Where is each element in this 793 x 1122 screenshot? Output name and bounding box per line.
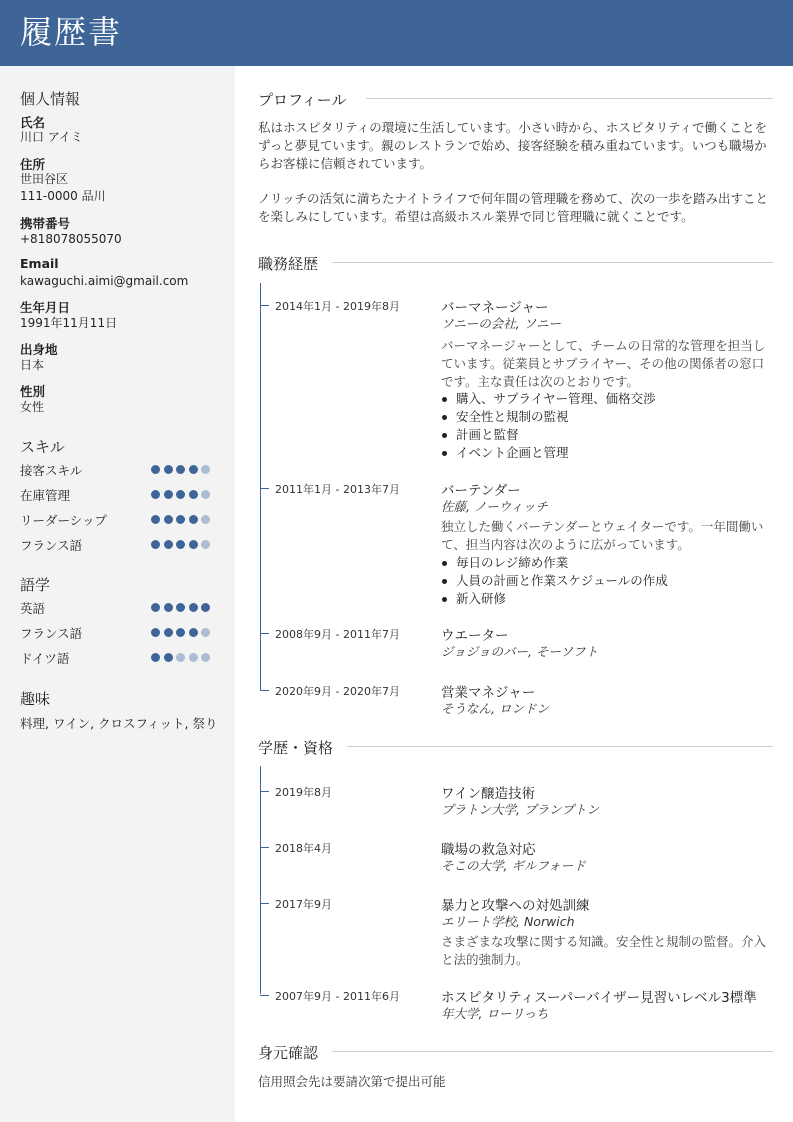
list-item: 購入、サプライヤー管理、価格交渉 [441,390,656,408]
rating-dot [176,515,185,524]
language-row [20,649,220,667]
education-organization: プラトン大学, プランプトン [441,802,599,817]
job-title: バーテンダー [441,483,521,499]
education-date: 2019年8月 [275,786,332,799]
job-date: 2008年9月 - 2011年7月 [275,628,400,641]
education-date: 2017年9月 [275,898,332,911]
education-organization: エリート学校, Norwich [441,914,575,929]
rating-dot [176,603,185,612]
list-item: 新入研修 [441,590,668,608]
experience-heading: 職務経歴 [258,255,319,273]
skill-rating [151,465,214,475]
job-description: 独立した働くバーテンダーとウェイターです。一年間働いて、担当内容は次のように広がっています。 [441,519,764,552]
gender-value: 女性 [20,400,45,414]
name-value: 川口 アイミ [20,130,83,144]
education-tick [260,791,269,792]
references-text: 信用照会先は要請次第で提出可能 [258,1074,446,1089]
rating-dot [151,465,160,474]
rating-dot [189,540,198,549]
language-name: ドイツ語 [20,651,70,666]
skill-name: 接客スキル [20,463,83,478]
job-tick [260,488,269,489]
phone-value: +818078055070 [20,232,122,246]
list-item: 毎日のレジ締め作業 [441,554,668,572]
rating-dot [189,490,198,499]
address-label: 住所 [20,157,46,172]
rating-dot [176,628,185,637]
job-organization: ジョジョのバー, そーソフト [441,644,598,659]
education-organization: 年大学, ローリっち [441,1006,549,1021]
job-tick [260,690,269,691]
birthdate-label: 生年月日 [20,300,71,315]
birthdate-value: 1991年11月11日 [20,316,118,330]
rating-dot [189,653,198,662]
references-heading: 身元確認 [258,1044,319,1062]
job-tick [260,305,269,306]
job-title: ウエーター [441,628,509,644]
address-line2: 111-0000 品川 [20,189,106,203]
education-rule [347,746,773,747]
skill-name: リーダーシップ [20,513,108,528]
job-date: 2011年1月 - 2013年7月 [275,483,400,496]
rating-dot [164,465,173,474]
list-item: 安全性と規制の監視 [441,408,656,426]
experience-rule [332,262,773,263]
rating-dot [151,653,160,662]
job-tick [260,633,269,634]
rating-dot [151,490,160,499]
skill-name: 在庫管理 [20,488,71,503]
rating-dot [151,540,160,549]
education-title: ワイン醸造技術 [441,786,536,802]
skill-rating [151,540,214,550]
list-item: 計画と監督 [441,426,656,444]
rating-dot [201,628,210,637]
rating-dot [176,465,185,474]
education-tick [260,995,269,996]
hobbies-text: 料理, ワイン, クロスフィット, 祭り [20,716,218,731]
email-value: kawaguchi.aimi@gmail.com [20,274,189,288]
job-bullet-list [441,390,656,462]
address-line1: 世田谷区 [20,172,69,186]
rating-dot [151,603,160,612]
rating-dot [176,653,185,662]
job-title: 営業マネジャー [441,685,536,701]
job-description: バーマネージャーとして、チームの日常的な管理を担当しています。従業員とサプライヤー、その他の関係者の窓口です。主な責任は次のとおりです。 [441,338,766,389]
rating-dot [201,515,210,524]
list-item: 人員の計画と作業スケジュールの作成 [441,572,668,590]
rating-dot [151,515,160,524]
name-label: 氏名 [20,115,46,130]
skill-row [20,536,220,554]
language-row [20,624,220,642]
personal-info-heading: 個人情報 [20,90,81,108]
resume-title: 履歴書 [20,13,123,51]
job-date: 2020年9月 - 2020年7月 [275,685,400,698]
rating-dot [201,490,210,499]
list-item: イベント企画と管理 [441,444,656,462]
experience-timeline [260,283,261,690]
origin-value: 日本 [20,358,45,372]
education-timeline [260,766,261,994]
rating-dot [164,603,173,612]
rating-dot [189,628,198,637]
rating-dot [164,540,173,549]
rating-dot [189,515,198,524]
rating-dot [189,465,198,474]
gender-label: 性別 [20,384,46,399]
skill-row [20,511,220,529]
education-title: ホスピタリティスーパーバイザー見習いレベル3標準 [441,990,757,1006]
job-title: バーマネージャー [441,300,549,316]
education-description: さまざまな攻撃に関する知識。安全性と規制の監督。介入と法的強制力。 [441,934,767,967]
rating-dot [164,490,173,499]
education-tick [260,847,269,848]
rating-dot [164,515,173,524]
rating-dot [176,490,185,499]
education-title: 暴力と攻撃への対処訓練 [441,898,590,914]
education-heading: 学歴・資格 [258,739,334,757]
rating-dot [164,628,173,637]
skill-row [20,486,220,504]
education-date: 2007年9月 - 2011年6月 [275,990,400,1003]
rating-dot [151,628,160,637]
phone-label: 携帯番号 [20,216,71,231]
resume-header [0,0,793,66]
origin-label: 出身地 [20,342,58,357]
skill-rating [151,490,214,500]
skill-row [20,461,220,479]
rating-dot [164,653,173,662]
references-rule [332,1051,773,1052]
education-organization: そこの大学, ギルフォード [441,858,586,873]
language-rating [151,628,214,638]
job-organization: そうなん, ロンドン [441,701,549,716]
education-title: 職場の救急対応 [441,842,536,858]
education-date: 2018年4月 [275,842,332,855]
rating-dot [176,540,185,549]
language-rating [151,653,214,663]
languages-heading: 語学 [20,576,51,594]
email-label: Email [20,256,59,271]
rating-dot [201,603,210,612]
education-tick [260,903,269,904]
profile-heading: プロフィール [258,91,347,109]
job-date: 2014年1月 - 2019年8月 [275,300,400,313]
rating-dot [201,653,210,662]
language-rating [151,603,214,613]
skill-rating [151,515,214,525]
job-organization: ソニーの会社, ソニー [441,316,561,331]
rating-dot [201,540,210,549]
profile-paragraph-1: 私はホスピタリティの環境に生活しています。小さい時から、ホスピタリティで働くことをずっと夢見ています。親のレストランで始め、接客経験を積み重ねています。いつも職場からお客様に信頼されています。 [258,120,768,171]
rating-dot [189,603,198,612]
profile-rule [366,98,773,99]
hobbies-heading: 趣味 [20,690,51,708]
job-organization: 佐藤, ノーウィッチ [441,499,548,514]
skills-heading: スキル [20,438,65,456]
job-bullet-list [441,554,668,608]
skill-name: フランス語 [20,538,83,553]
profile-paragraph-2: ノリッチの活気に満ちたナイトライフで何年間の管理職を務めて、次の一歩を踏み出すことを楽しみにしています。希望は高級ホスル業界で同じ管理職に就くことです。 [258,191,769,224]
language-name: フランス語 [20,626,83,641]
language-row [20,599,220,617]
rating-dot [201,465,210,474]
language-name: 英語 [20,601,46,616]
